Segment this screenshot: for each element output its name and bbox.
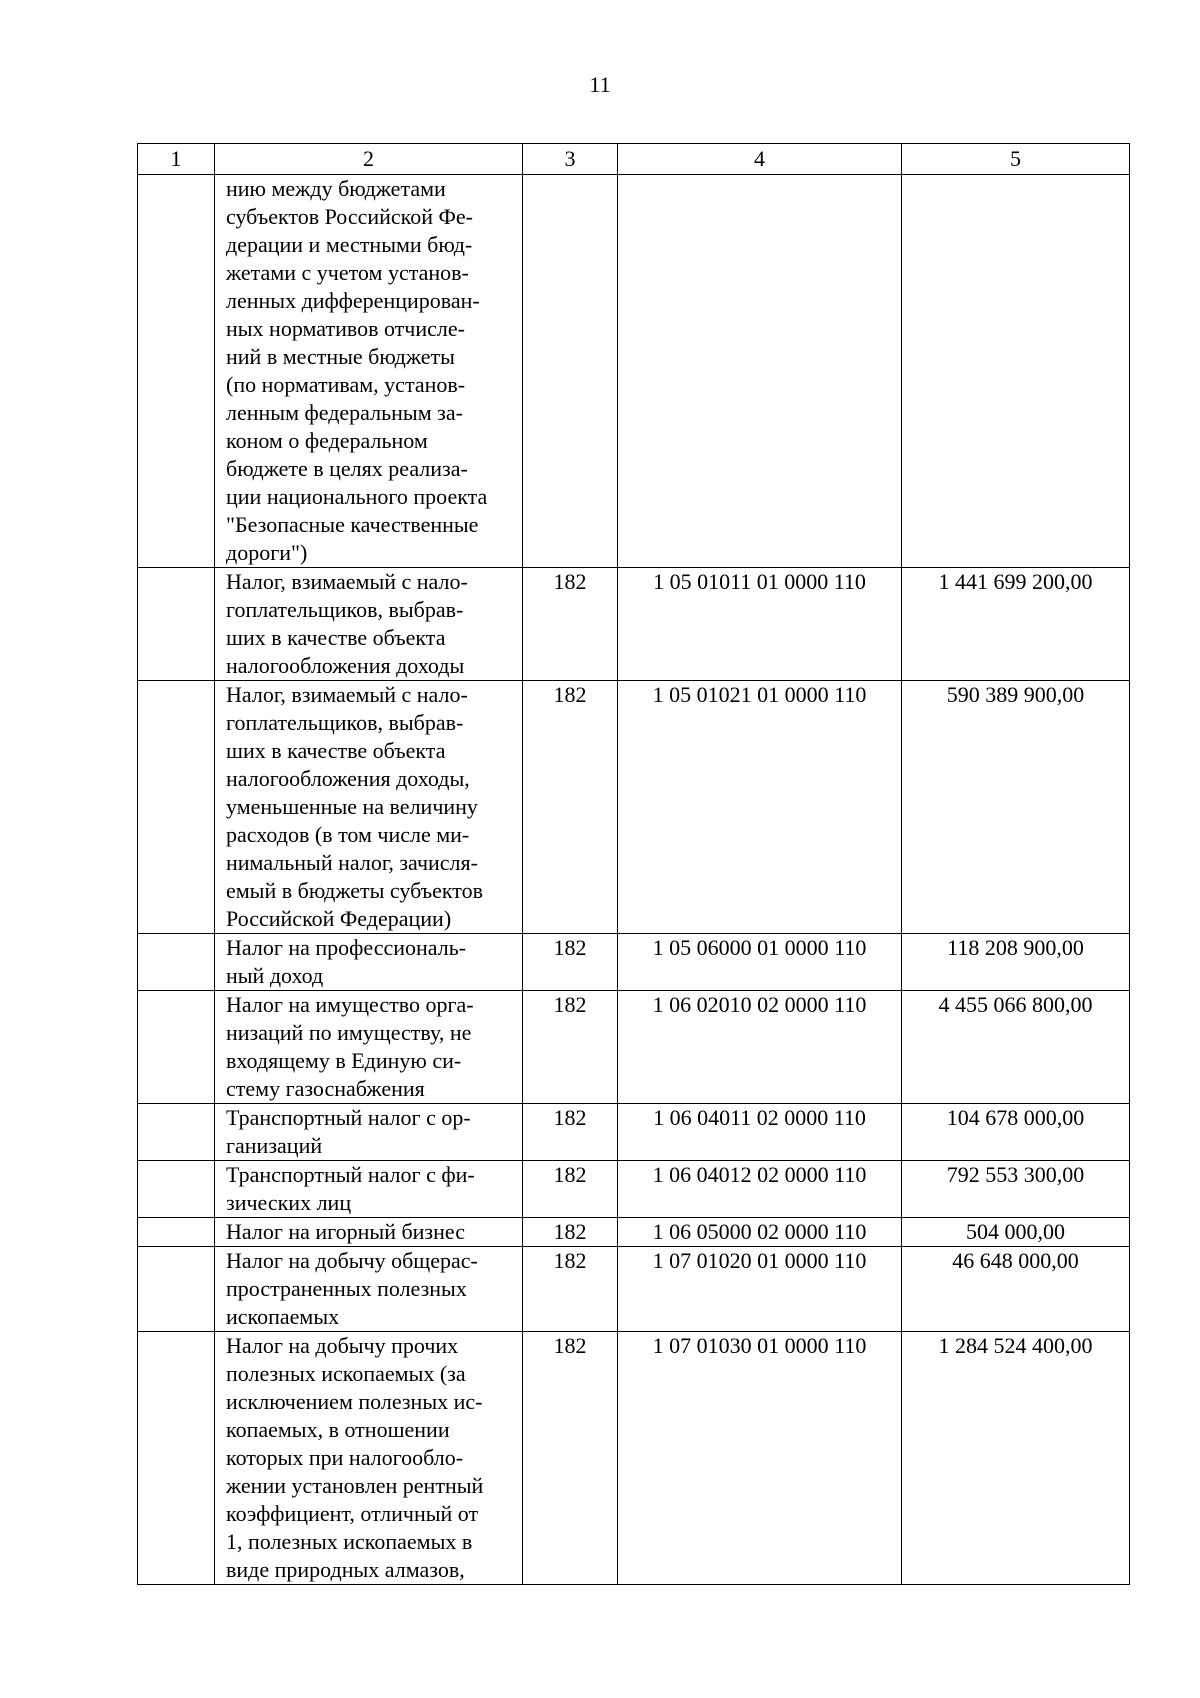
budget-classification-code-cell: 1 07 01030 01 0000 110 (618, 1332, 902, 1585)
revenue-name-line: жетами с учетом установ- (226, 260, 469, 285)
revenue-name-line: ных нормативов отчисле- (226, 316, 465, 341)
header-col-3: 3 (523, 144, 618, 175)
admin-code-cell: 182 (523, 991, 618, 1104)
revenue-name-line: 1, полезных ископаемых в (226, 1529, 473, 1554)
revenue-name-line: нию между бюджетами (226, 176, 446, 201)
admin-code-cell: 182 (523, 568, 618, 681)
revenue-name-line: полезных ископаемых (за (226, 1361, 466, 1386)
revenue-name-line: Российской Федерации) (226, 906, 452, 931)
table-row (138, 568, 1130, 681)
row-number-cell (138, 175, 215, 568)
revenue-name-line: "Безопасные качественные (226, 512, 479, 537)
revenue-name-cell (215, 1104, 523, 1161)
revenue-name-cell (215, 175, 523, 568)
revenue-name-cell (215, 991, 523, 1104)
row-number-cell (138, 681, 215, 934)
amount-cell: 1 284 524 400,00 (902, 1332, 1130, 1585)
page-number: 11 (589, 72, 611, 97)
admin-code-cell (523, 175, 618, 568)
revenue-name-line: нимальный налог, зачисля- (226, 850, 478, 875)
header-col-1: 1 (138, 144, 215, 175)
revenue-name-line: коэффициент, отличный от (226, 1501, 479, 1526)
header-col-5: 5 (902, 144, 1130, 175)
row-number-cell (138, 1247, 215, 1332)
revenue-name-line: Налог на профессиональ- (226, 935, 467, 960)
revenue-name-line: ганизаций (226, 1133, 323, 1158)
revenue-name-cell (215, 1247, 523, 1332)
admin-code-cell: 182 (523, 1104, 618, 1161)
table-row (138, 1161, 1130, 1218)
revenue-name-line: гоплательщиков, выбрав- (226, 710, 464, 735)
row-number-cell (138, 1104, 215, 1161)
revenue-name-line: ископаемых (226, 1304, 340, 1329)
revenue-name-line: зических лиц (226, 1190, 352, 1215)
revenue-name-cell (215, 681, 523, 934)
revenue-name-line: ших в качестве объекта (226, 625, 446, 650)
revenue-name-line: Налог, взимаемый с нало- (226, 682, 468, 707)
revenue-name-cell (215, 568, 523, 681)
revenue-name-cell (215, 1161, 523, 1218)
row-number-cell (138, 991, 215, 1104)
revenue-name-line: копаемых, в отношении (226, 1417, 450, 1442)
admin-code-cell: 182 (523, 1247, 618, 1332)
revenue-name-line: налогообложения доходы, (226, 766, 470, 791)
revenue-name-line: коном о федеральном (226, 428, 428, 453)
budget-revenue-table (137, 143, 1130, 1585)
revenue-name-line: ный доход (226, 963, 324, 988)
budget-classification-code-cell: 1 06 05000 02 0000 110 (618, 1218, 902, 1247)
revenue-name-line: Налог, взимаемый с нало- (226, 569, 468, 594)
row-number-cell (138, 568, 215, 681)
table-row (138, 1218, 1130, 1247)
row-number-cell (138, 1332, 215, 1585)
revenue-name-line: ших в качестве объекта (226, 738, 446, 763)
table-header-row (138, 144, 1130, 175)
table-row (138, 1247, 1130, 1332)
revenue-name-line: бюджете в целях реализа- (226, 456, 468, 481)
admin-code-cell: 182 (523, 1332, 618, 1585)
budget-classification-code-cell: 1 06 04012 02 0000 110 (618, 1161, 902, 1218)
revenue-name-line: ленных дифференцирован- (226, 288, 480, 313)
revenue-name-line: (по нормативам, установ- (226, 372, 466, 397)
revenue-name-line: низаций по имуществу, не (226, 1020, 472, 1045)
revenue-name-line: дороги") (226, 540, 308, 565)
revenue-name-line: которых при налогообло- (226, 1445, 464, 1470)
revenue-name-line: Транспортный налог с ор- (226, 1105, 471, 1130)
revenue-name-line: жении установлен рентный (226, 1473, 484, 1498)
revenue-name-line: расходов (в том числе ми- (226, 822, 470, 847)
admin-code-cell: 182 (523, 1218, 618, 1247)
revenue-name-line: субъектов Российской Фе- (226, 204, 473, 229)
revenue-name-line: стему газоснабжения (226, 1076, 425, 1101)
amount-cell: 504 000,00 (902, 1218, 1130, 1247)
revenue-name-line: емый в бюджеты субъектов (226, 878, 483, 903)
row-number-cell (138, 1161, 215, 1218)
budget-classification-code-cell: 1 07 01020 01 0000 110 (618, 1247, 902, 1332)
revenue-name-line: гоплательщиков, выбрав- (226, 597, 464, 622)
budget-classification-code-cell: 1 06 04011 02 0000 110 (618, 1104, 902, 1161)
amount-cell: 792 553 300,00 (902, 1161, 1130, 1218)
table-row (138, 991, 1130, 1104)
revenue-name-line: Транспортный налог с фи- (226, 1162, 475, 1187)
revenue-name-line: исключением полезных ис- (226, 1389, 483, 1414)
revenue-name-line: ции национального проекта (226, 484, 488, 509)
admin-code-cell: 182 (523, 1161, 618, 1218)
budget-classification-code-cell (618, 175, 902, 568)
revenue-name-cell (215, 1218, 523, 1247)
revenue-name-cell (215, 934, 523, 991)
table-row (138, 1332, 1130, 1585)
budget-classification-code-cell: 1 05 01011 01 0000 110 (618, 568, 902, 681)
revenue-name-line: виде природных алмазов, (226, 1557, 465, 1582)
budget-classification-code-cell: 1 05 06000 01 0000 110 (618, 934, 902, 991)
revenue-name-line: ний в местные бюджеты (226, 344, 455, 369)
amount-cell: 104 678 000,00 (902, 1104, 1130, 1161)
revenue-name-line: ленным федеральным за- (226, 400, 463, 425)
revenue-name-line: Налог на игорный бизнес (226, 1219, 465, 1244)
amount-cell: 1 441 699 200,00 (902, 568, 1130, 681)
table-row (138, 175, 1130, 568)
admin-code-cell: 182 (523, 681, 618, 934)
table-row (138, 934, 1130, 991)
revenue-name-cell (215, 1332, 523, 1585)
revenue-name-line: пространенных полезных (226, 1276, 467, 1301)
budget-classification-code-cell: 1 06 02010 02 0000 110 (618, 991, 902, 1104)
table-row (138, 1104, 1130, 1161)
row-number-cell (138, 934, 215, 991)
revenue-name-line: входящему в Единую си- (226, 1048, 462, 1073)
revenue-name-line: уменьшенные на величину (226, 794, 478, 819)
amount-cell: 4 455 066 800,00 (902, 991, 1130, 1104)
table-row (138, 681, 1130, 934)
header-col-2: 2 (215, 144, 523, 175)
row-number-cell (138, 1218, 215, 1247)
budget-classification-code-cell: 1 05 01021 01 0000 110 (618, 681, 902, 934)
amount-cell: 118 208 900,00 (902, 934, 1130, 991)
revenue-name-line: Налог на добычу общерас- (226, 1248, 478, 1273)
revenue-name-line: Налог на добычу прочих (226, 1333, 459, 1358)
revenue-name-line: дерации и местными бюд- (226, 232, 473, 257)
revenue-name-line: Налог на имущество орга- (226, 992, 474, 1017)
amount-cell: 46 648 000,00 (902, 1247, 1130, 1332)
table-body (138, 175, 1130, 1585)
amount-cell (902, 175, 1130, 568)
revenue-name-line: налогообложения доходы (226, 653, 465, 678)
amount-cell: 590 389 900,00 (902, 681, 1130, 934)
admin-code-cell: 182 (523, 934, 618, 991)
header-col-4: 4 (618, 144, 902, 175)
